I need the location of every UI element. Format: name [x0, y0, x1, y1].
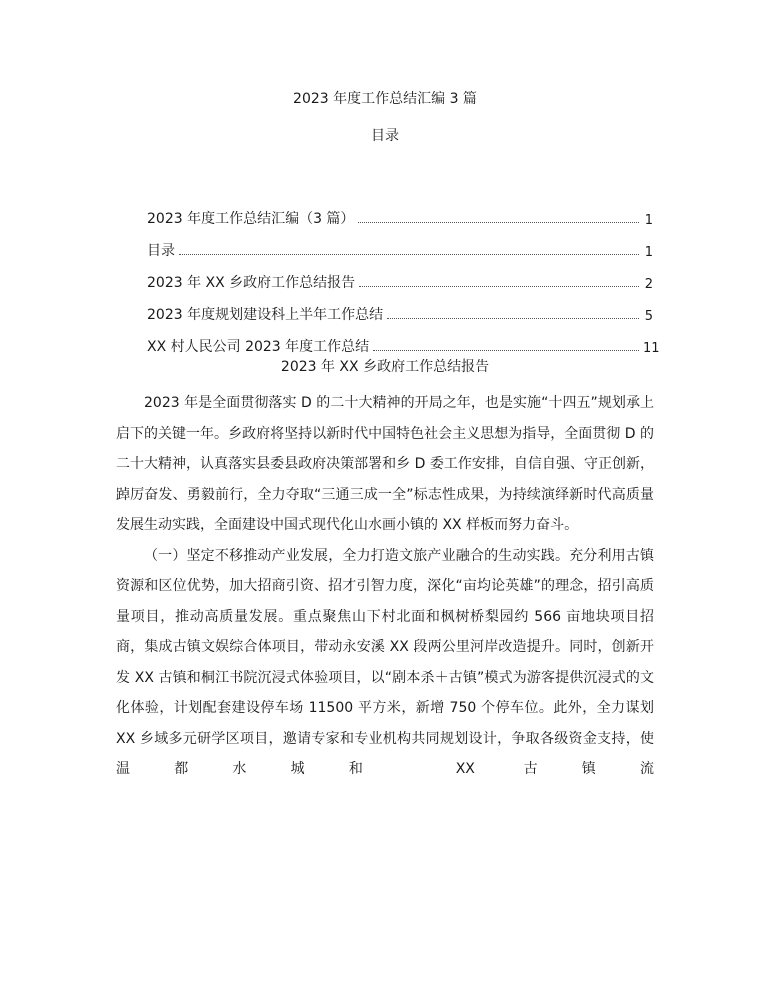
document-title: 2023 年度工作总结汇编 3 篇 — [293, 91, 477, 107]
toc-entry[interactable] — [147, 292, 653, 324]
toc-entry-label: 2023 年 XX 乡政府工作总结报告 — [147, 275, 356, 291]
body-text — [116, 388, 654, 785]
paragraph: 2023 年是全面贯彻落实 D 的二十大精神的开局之年，也是实施“十四五”规划承上启下的关键一年。乡政府将坚持以新时代中国特色社会主义思想为指导，全面贯彻 D 的二十大精神，认真落实县委县政府决策部署和乡 D 委工作安排，自信自强、守正创新，踔厉奋发、勇毅前行，全力夺取“三通三成一全”标志性成果，为持续演绎新时代高质量发展生动实践，全面建设中国式现代化山水画小镇的 XX 样板而努力奋斗。 — [116, 395, 654, 533]
toc-entry-label: 2023 年度规划建设科上半年工作总结 — [147, 307, 384, 323]
toc-entry-page: 1 — [644, 245, 653, 260]
toc-leader-dots — [387, 317, 639, 319]
section-title: 2023 年 XX 乡政府工作总结报告 — [280, 359, 490, 375]
toc-entry-page: 5 — [644, 309, 653, 324]
toc-entry-page: 1 — [644, 213, 653, 228]
toc-leader-dots — [358, 221, 639, 223]
table-of-contents — [147, 196, 660, 356]
toc-heading: 目录 — [371, 128, 399, 144]
toc-entry[interactable] — [147, 196, 653, 228]
toc-entry-page: 2 — [644, 277, 653, 292]
toc-leader-dots — [179, 253, 639, 255]
toc-entry[interactable] — [147, 228, 653, 260]
toc-entry-label: XX 村人民公司 2023 年度工作总结 — [147, 339, 370, 355]
toc-entry[interactable] — [147, 324, 660, 356]
toc-entry-label: 2023 年度工作总结汇编（3 篇） — [147, 211, 355, 227]
paragraph: （一）坚定不移推动产业发展，全力打造文旅产业融合的生动实践。充分利用古镇资源和区位优势，加大招商引资、招才引智力度，深化“亩均论英雄”的理念，招引高质量项目，推动高质量发展。重点聚焦山下村北面和枫树桥梨园约 566 亩地块项目招商，集成古镇文娱综合体项目，带动永安溪 XX 段两公里河岸改造提升。同时，创新开发 XX 古镇和桐江书院沉浸式体验项目，以“剧本杀＋古镇”模式为游客提供沉浸式的文化体验，计划配套建设停车场 11500 平方米，新增 750 个停车位。此外，全力谋划 XX 乡域多元研学区项目，邀请专家和专业机构共同规划设计，争取各级资金支持，使温都水城和 XX 古镇流 — [116, 547, 654, 777]
toc-entry-page: 11 — [643, 341, 660, 356]
toc-entry-label: 目录 — [147, 243, 175, 259]
toc-leader-dots — [359, 285, 639, 287]
toc-leader-dots — [373, 349, 639, 351]
toc-entry[interactable] — [147, 260, 653, 292]
